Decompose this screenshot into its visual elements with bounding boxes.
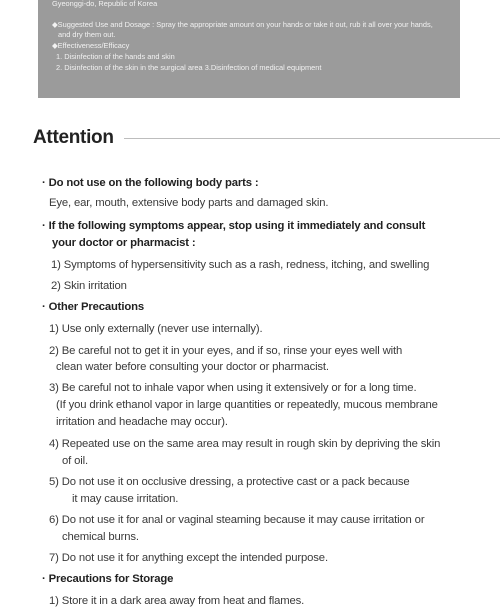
list-item-cont: clean water before consulting your doctor or pharmacist.: [56, 361, 329, 373]
info-line-address: Gyeonggi-do, Republic of Korea: [52, 0, 158, 8]
list-item: 1) Symptoms of hypersensitivity such as a rash, redness, itching, and swelling: [51, 259, 430, 271]
list-item-cont: (If you drink ethanol vapor in large quantities or repeatedly, mucous membrane: [56, 399, 438, 411]
list-item: 1) Use only externally (never use internally).: [49, 323, 263, 335]
list-item: 3) Be careful not to inhale vapor when using it extensively or for a long time.: [49, 382, 417, 394]
section-heading-storage: · Precautions for Storage: [42, 573, 174, 585]
attention-title: Attention: [33, 127, 114, 148]
list-item-cont: it may cause irritation.: [72, 493, 179, 505]
list-item: 1) Store it in a dark area away from heat and flames.: [49, 595, 305, 607]
list-item: 4) Repeated use on the same area may result in rough skin by depriving the skin: [49, 438, 441, 450]
section-heading-symptoms: · If the following symptoms appear, stop using it immediately and consult: [42, 220, 426, 232]
info-line-efficacy-2: 2. Disinfection of the skin in the surgical area 3.Disinfection of medical equipment: [56, 63, 322, 72]
list-item-cont: of oil.: [62, 455, 88, 467]
list-item-cont: chemical burns.: [62, 531, 139, 543]
section-heading-symptoms-cont: your doctor or pharmacist :: [52, 237, 196, 249]
list-item: 7) Do not use it for anything except the intended purpose.: [49, 552, 328, 564]
list-item: 6) Do not use it for anal or vaginal steaming because it may cause irritation or: [49, 514, 425, 526]
section-heading-body-parts: · Do not use on the following body parts :: [42, 177, 259, 189]
list-item: 2) Be careful not to get it in your eyes, and if so, rinse your eyes well with: [49, 345, 403, 357]
list-item: 2) Skin irritation: [51, 280, 127, 292]
info-line-usage-cont: and dry them out.: [58, 30, 116, 39]
list-item: Eye, ear, mouth, extensive body parts and damaged skin.: [49, 197, 329, 209]
list-item-cont: irritation and headache may occur).: [56, 416, 228, 428]
section-heading-other-precautions: · Other Precautions: [42, 301, 144, 313]
list-item: 5) Do not use it on occlusive dressing, a protective cast or a pack because: [49, 476, 410, 488]
info-line-usage: ◆Suggested Use and Dosage : Spray the appropriate amount on your hands or take it out, rub it all over your hands,: [52, 20, 433, 29]
info-line-efficacy-1: 1. Disinfection of the hands and skin: [56, 52, 175, 61]
info-line-efficacy-heading: ◆Effectiveness/Efficacy: [52, 41, 130, 50]
